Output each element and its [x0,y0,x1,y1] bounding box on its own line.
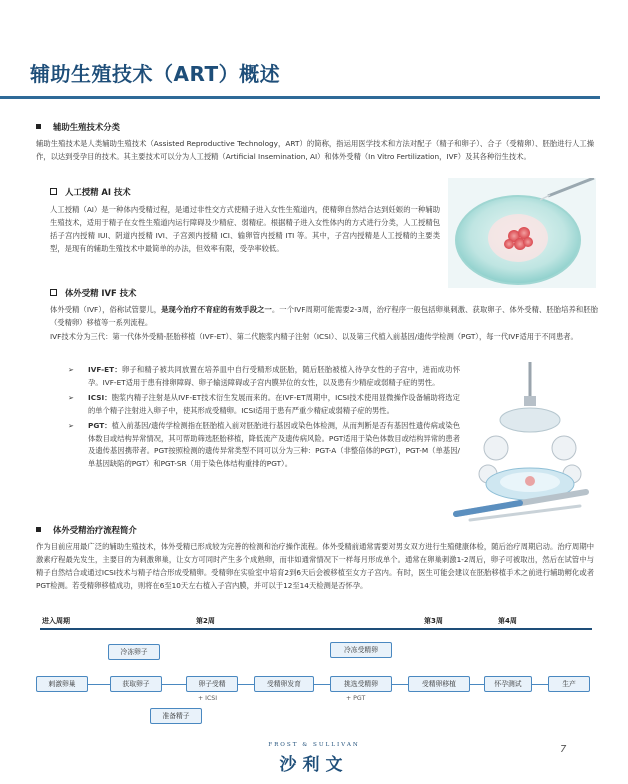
subheading-ivf: 体外受精 IVF 技术 [50,287,136,299]
flow-node-birth: 生产 [548,676,590,692]
test-tubes-image [450,478,592,522]
ivf-generation-list [68,364,460,473]
ivf-generations-paragraph: IVF技术分为三代：第一代体外受精-胚胎移植（IVF-ET）、第二代胞浆内精子注射（ICSI）、以及第三代植入前基因/遗传学检测（PGT），每一代IVF适用于不同患者。 [50,332,578,341]
flow-arrow [88,684,110,685]
square-bullet-icon [36,527,41,532]
ai-paragraph: 人工授精（AI）是一种体内受精过程，是通过非性交方式使精子进入女性生殖道内，使精卵自然结合达到妊娠的一种辅助生殖技术，适用于精子在女性生殖道内运行障碍及少精症、弱精症。根据精子进入女性体内的方式进行分类，人工授精包括子宫内授精 IUI、阴道内授精 IVI、子宫颈内授精 ICI、输卵管内授精 ITI 等。其中，子宫内授精是人工授精的主要类型，是现有的辅助生殖技术中最简单的办法，但效率有限，受孕率较低。 [50,205,440,254]
timeline-week-label: 第4周 [498,617,517,625]
subheading-ai: 人工授精 AI 技术 [50,186,131,198]
section-heading-art-classification: 辅助生殖技术分类 [36,121,120,133]
flow-arrow [532,684,548,685]
title-divider [0,96,600,99]
list-item: ➢ ICSI：胞浆内精子注射是从IVF-ET技术衍生发展而来的。在IVF-ET周期中，ICSI技术使用显微操作设备辅助将选定的单个精子注射进入卵子中，使其形成受精卵。ICSI适用于患有严重少精症或弱精子症的男性。 [68,392,460,415]
flow-node-pregnancy-test: 怀孕测试 [484,676,532,692]
flow-node-freeze-embryos: 冷冻受精卵 [330,642,392,658]
flow-node-embryo-development: 受精卵发育 [254,676,314,692]
flow-note-icsi: + ICSI [198,695,218,702]
flow-node-embryo-transfer: 受精卵移植 [408,676,470,692]
flow-node-ovarian-stimulation: 刺激卵巢 [36,676,88,692]
square-bullet-icon [36,124,41,129]
timeline-week-label: 第3周 [424,617,443,625]
flow-arrow [314,684,330,685]
flow-node-freeze-eggs: 冷冻卵子 [108,644,160,660]
flow-node-prepare-sperm: 准备精子 [150,708,202,724]
section-intro-paragraph: 辅助生殖技术是人类辅助生殖技术（Assisted Reproductive Technology，ART）的简称，指运用医学技术和方法对配子（精子和卵子）、合子（受精卵）、胚胎进行人工操作，以达到受孕目的技术。其主要技术可以分为人工授精（Artificial Insemination, AI）和体外受精（In Vitro Fertilization，IVF）及其各种衍生技术。 [36,139,594,162]
ivf-process-paragraph: 作为目前应用最广泛的辅助生殖技术，体外受精已形成较为完善的检测和治疗操作流程。体外受精前通常需要对男女双方进行生殖健康体检，随后治疗周期启动。治疗周期中激素疗程最先发生，主要目的为刺激卵巢，让女方可同时产生多个成熟卵，而非如通常情况下一样每月形成单个。通常在卵巢刺激1-2周后，卵子可被取出，然后在试管中与精子自然结合或通过ICSI技术与精子结合形成受精卵。受精卵在实验室中培育2到6天后会被移植至女方子宫内。有时，医生可能会建议在胚胎移植手术之前进行辅助孵化或者PGT检测。若受精卵移植成功，则将在6至10天左右植入子宫内膜，并可以于12至14天检测是否怀孕。 [36,542,594,591]
page-number: 7 [560,744,567,755]
flow-arrow [162,684,186,685]
list-item: ➢ PGT：植入前基因/遗传学检测指在胚胎植入前对胚胎进行基因或染色体检测，从而判断是否有基因性遗传病或染色体数目或结构异常情况，其可帮助筛选胚胎移植，降低流产及遗传病风险。PGT适用于染色体数目或结构异常的患者及遗传基因携带者。PGT按照检测的遗传异常类型不同可以分为三种：PGT-A（非整倍体的PGT），PGT-M（单基因/单基因缺陷的PGT）和PGT-SR（用于染色体结构重排的PGT）。 [68,420,461,469]
flow-arrow [238,684,254,685]
timeline-week-label: 进入周期 [42,617,70,625]
flow-note-pgt: + PGT [346,695,366,702]
timeline-week-label: 第2周 [196,617,215,625]
hollow-square-icon [50,289,57,296]
section-heading-ivf-process: 体外受精治疗流程简介 [36,524,137,536]
frost-sullivan-logo: FROST & SULLIVAN 沙利文 [268,742,360,775]
flow-arrow [470,684,484,685]
petri-dish-embryo-image [448,178,596,288]
arrow-bullet-icon: ➢ [68,366,74,374]
list-item: ➢ IVF-ET：卵子和精子被共同放置在培养皿中自行受精形成胚胎，随后胚胎被植入待孕女性的子宫中，进而成功怀孕。IVF-ET适用于患有排卵障碍、卵子输送障碍或子宫内膜异位的女性，以及患有少精症或弱精子症的男性。 [68,365,460,387]
flow-arrow [392,684,408,685]
flow-node-fertilization: 卵子受精 [186,676,238,692]
arrow-bullet-icon: ➢ [68,393,74,402]
flow-node-embryo-selection: 挑选受精卵 [330,676,392,692]
timeline-bar [40,628,592,630]
page-title: 辅助生殖技术（ART）概述 [30,62,281,86]
flow-node-egg-retrieval: 获取卵子 [110,676,162,692]
ivf-paragraph: 体外受精（IVF），俗称试管婴儿，是现今治疗不育症的有效手段之一。一个IVF周期可能需要2-3周，治疗程序一般包括卵巢刺激、获取卵子、体外受精、胚胎培养和胚胎（受精卵）移植等一系列流程。 [50,305,598,328]
hollow-square-icon [50,188,57,195]
arrow-bullet-icon: ➢ [68,421,74,430]
